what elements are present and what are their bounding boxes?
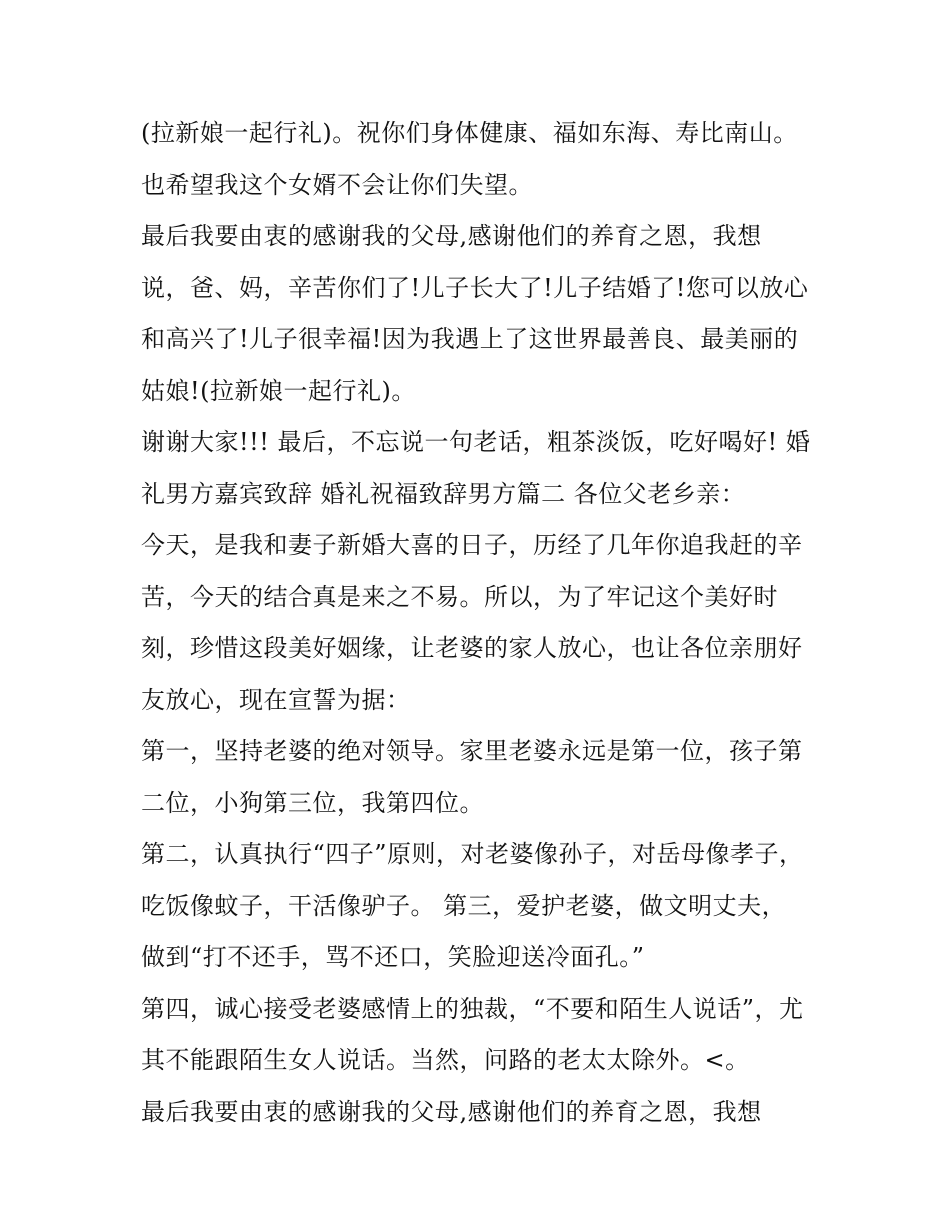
text-line-11: 刻，珍惜这段美好姻缘，让老婆的家人放心，也让各位亲朋好: [141, 634, 803, 662]
text-line-18: 第四，诚心接受老婆感情上的独裁，“不要和陌生人说话”，尤: [141, 994, 804, 1023]
text-line-12: 友放心，现在宣誓为据：: [141, 685, 411, 714]
text-line-15: 第二，认真执行“四子”原则，对老婆像孙子，对岳母像孝子，: [141, 840, 804, 868]
text-line-14: 二位，小狗第三位，我第四位。: [141, 788, 484, 817]
text-line-1: (拉新娘一起行礼)。祝你们身体健康、福如东海、寿比南山。: [141, 119, 798, 147]
text-line-2: 也希望我这个女婿不会让你们失望。: [141, 170, 533, 199]
text-line-6: 姑娘!(拉新娘一起行礼)。: [141, 376, 416, 405]
text-line-13: 第一，坚持老婆的绝对领导。家里老婆永远是第一位，孩子第: [141, 737, 803, 765]
text-line-8: 礼男方嘉宾致辞 婚礼祝福致辞男方篇二 各位父老乡亲：: [141, 479, 746, 508]
text-line-3: 最后我要由衷的感谢我的父母,感谢他们的养育之恩，我想: [141, 222, 762, 250]
text-line-9: 今天，是我和妻子新婚大喜的日子，历经了几年你追我赶的辛: [141, 531, 803, 559]
text-line-16: 吃饭像蚊子，干活像驴子。 第三，爱护老婆，做文明丈夫，: [141, 891, 787, 920]
text-line-20: 最后我要由衷的感谢我的父母,感谢他们的养育之恩，我想: [141, 1097, 762, 1126]
text-line-10: 苦，今天的结合真是来之不易。所以，为了牢记这个美好时: [141, 582, 778, 611]
text-line-4: 说，爸、妈，辛苦你们了!儿子长大了!儿子结婚了!您可以放心: [141, 273, 809, 302]
body-text: [141, 108, 821, 1138]
text-line-5: 和高兴了!儿子很幸福!因为我遇上了这世界最善良、最美丽的: [141, 325, 799, 353]
text-line-7: 谢谢大家!!! 最后，不忘说一句老话，粗茶淡饭，吃好喝好! 婚: [141, 428, 811, 456]
text-line-19: 其不能跟陌生女人说话。当然，问路的老太太除外。<。: [141, 1046, 750, 1074]
text-line-17: 做到“打不还手，骂不还口，笑脸迎送冷面孔。”: [141, 943, 645, 971]
